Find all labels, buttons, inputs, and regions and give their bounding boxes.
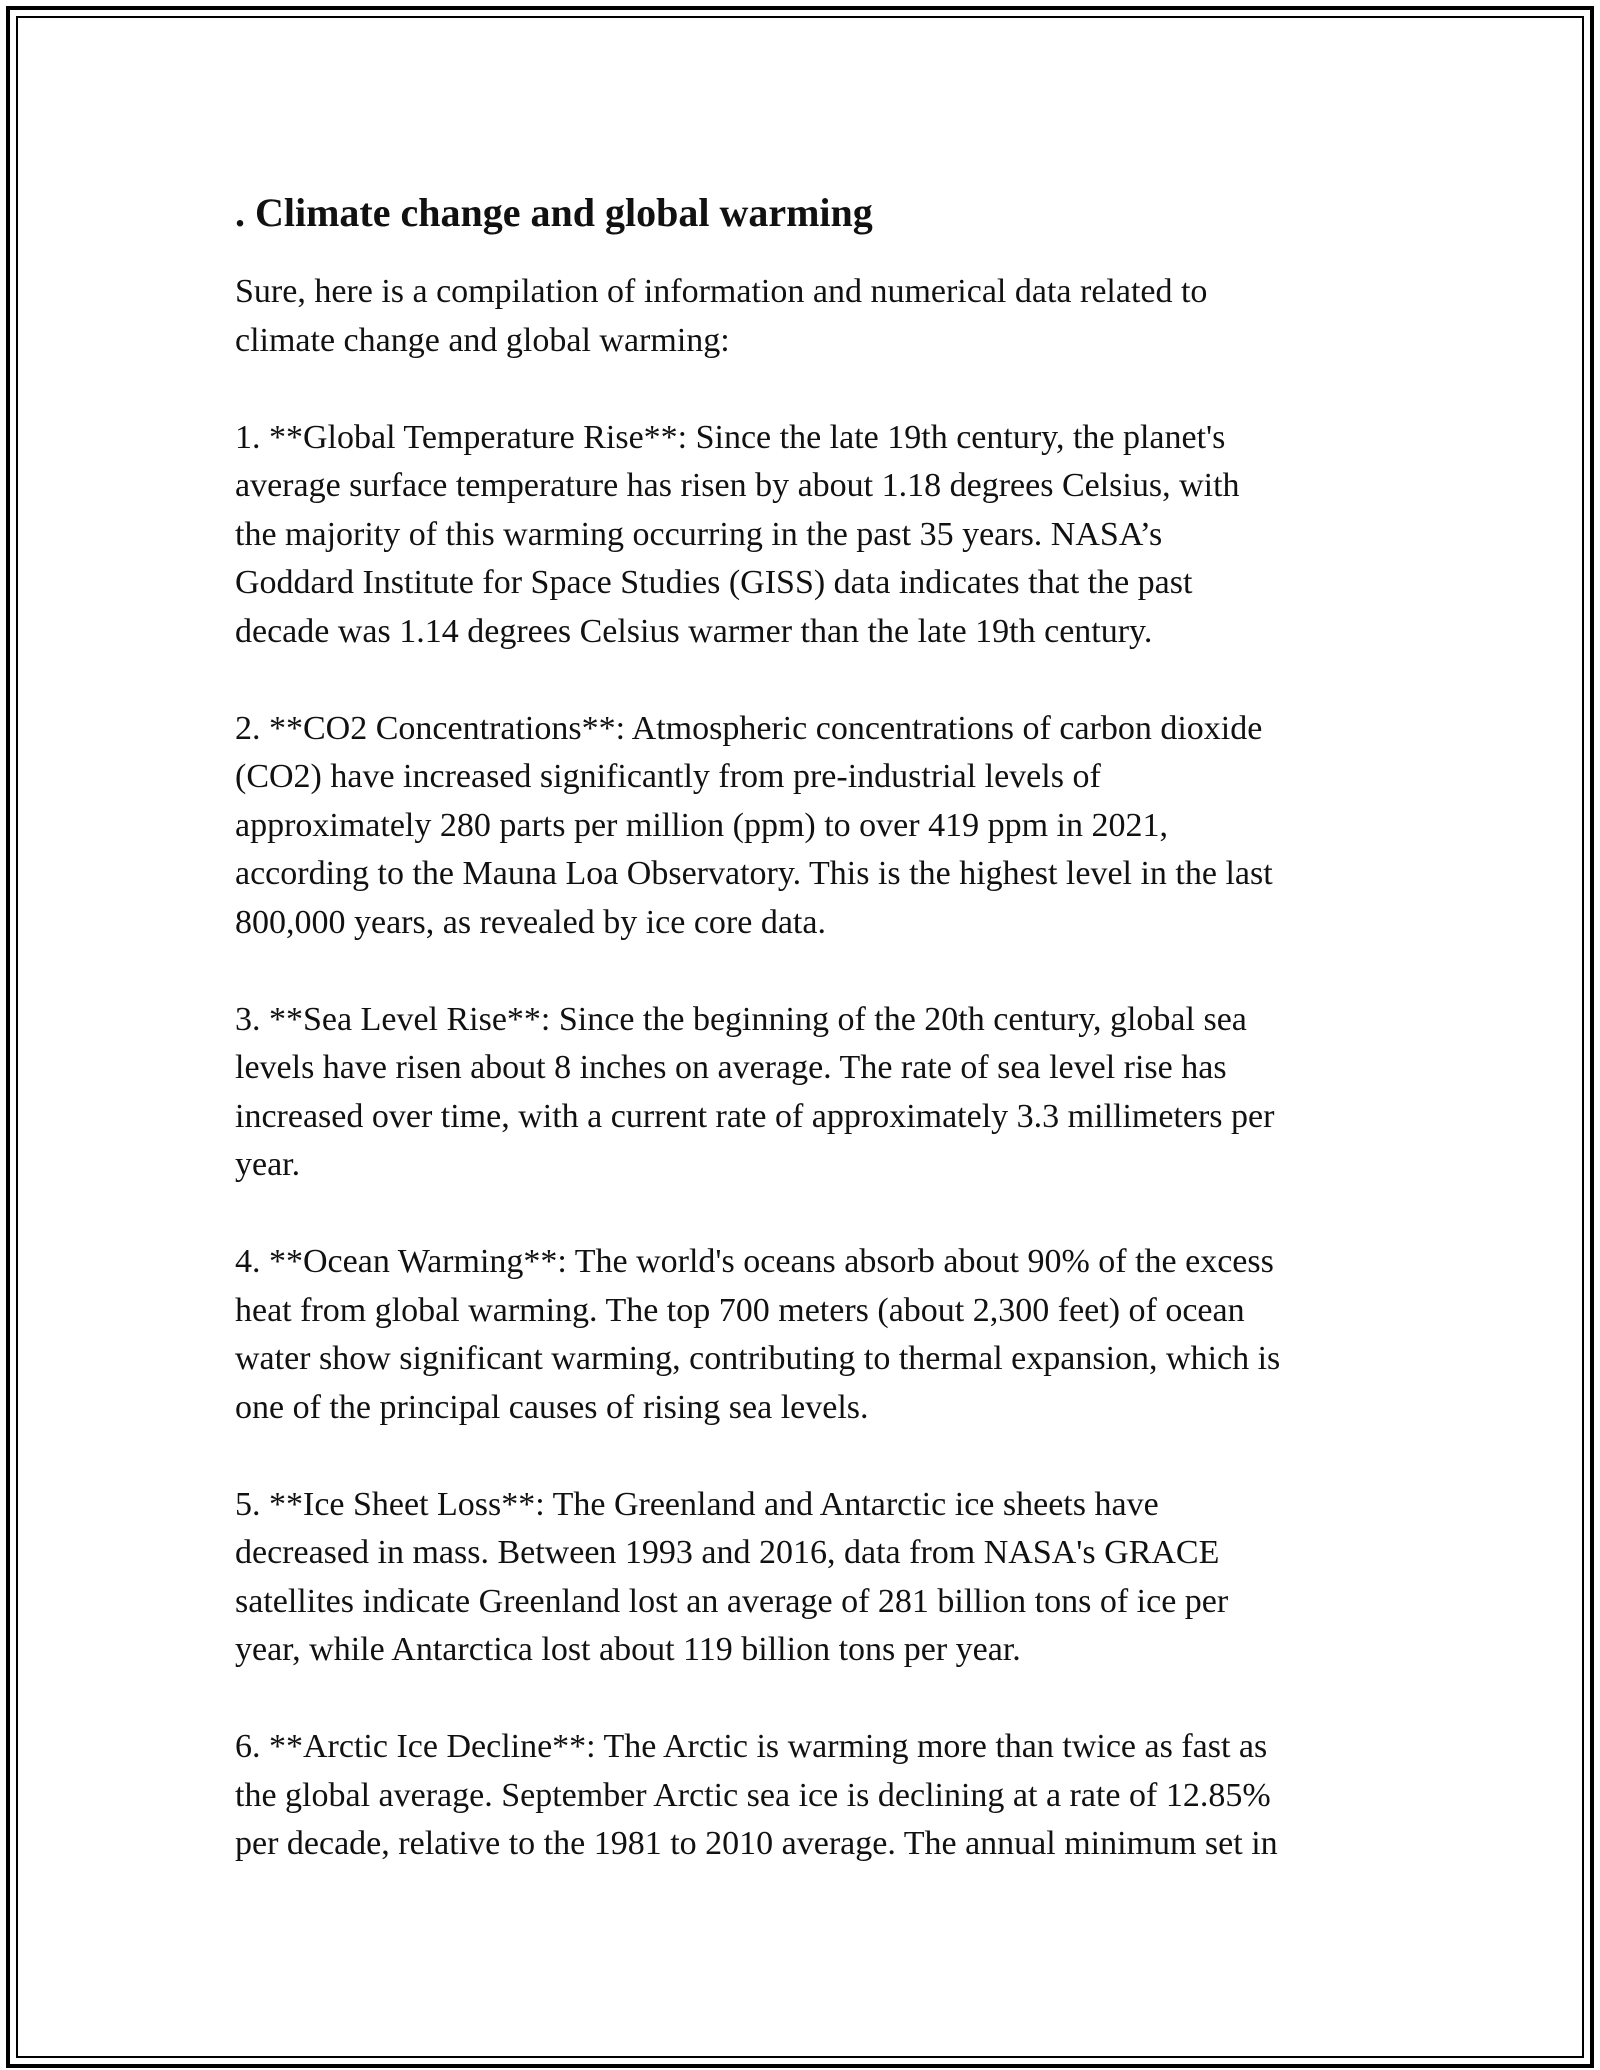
document-body xyxy=(235,180,1375,1917)
item-ocean-warming: 4. **Ocean Warming**: The world's oceans absorb about 90% of the excess heat from global warming. The top 700 meters (about 2,300 feet) of ocean water show significant warming, contributing to thermal expansion, which is one of the principal causes of rising sea levels. xyxy=(235,1243,1281,1426)
item-sea-level-rise: 3. **Sea Level Rise**: Since the beginning of the 20th century, global sea levels have risen about 8 inches on average. The rate of sea level rise has increased over time, with a current rate of approximately 3.3 millimeters per year. xyxy=(235,1000,1275,1183)
item-global-temperature-rise: 1. **Global Temperature Rise**: Since the late 19th century, the planet's average surface temperature has risen by about 1.18 degrees Celsius, with the majority of this warming occurring in the past 35 years. NASA’s Goddard Institute for Space Studies (GISS) data indicates that the past decade was 1.14 degrees Celsius warmer than the late 19th century. xyxy=(235,418,1240,650)
intro-paragraph: Sure, here is a compilation of information and numerical data related to climate change and global warming: xyxy=(235,273,1208,359)
item-ice-sheet-loss: 5. **Ice Sheet Loss**: The Greenland and Antarctic ice sheets have decreased in mass. Between 1993 and 2016, data from NASA's GRACE satellites indicate Greenland lost an average of 281 billion tons of ice per year, while Antarctica lost about 119 billion tons per year. xyxy=(235,1485,1229,1668)
item-co2-concentrations: 2. **CO2 Concentrations**: Atmospheric concentrations of carbon dioxide (CO2) have increased significantly from pre-industrial levels of approximately 280 parts per million (ppm) to over 419 ppm in 2021, according to the Mauna Loa Observatory. This is the highest level in the last 800,000 years, as revealed by ice core data. xyxy=(235,709,1273,941)
item-arctic-ice-decline: 6. **Arctic Ice Decline**: The Arctic is warming more than twice as fast as the global average. September Arctic sea ice is declining at a rate of 12.85% per decade, relative to the 1981 to 2010 average. The annual minimum set in xyxy=(235,1728,1278,1862)
document-title: . Climate change and global warming xyxy=(235,190,873,235)
